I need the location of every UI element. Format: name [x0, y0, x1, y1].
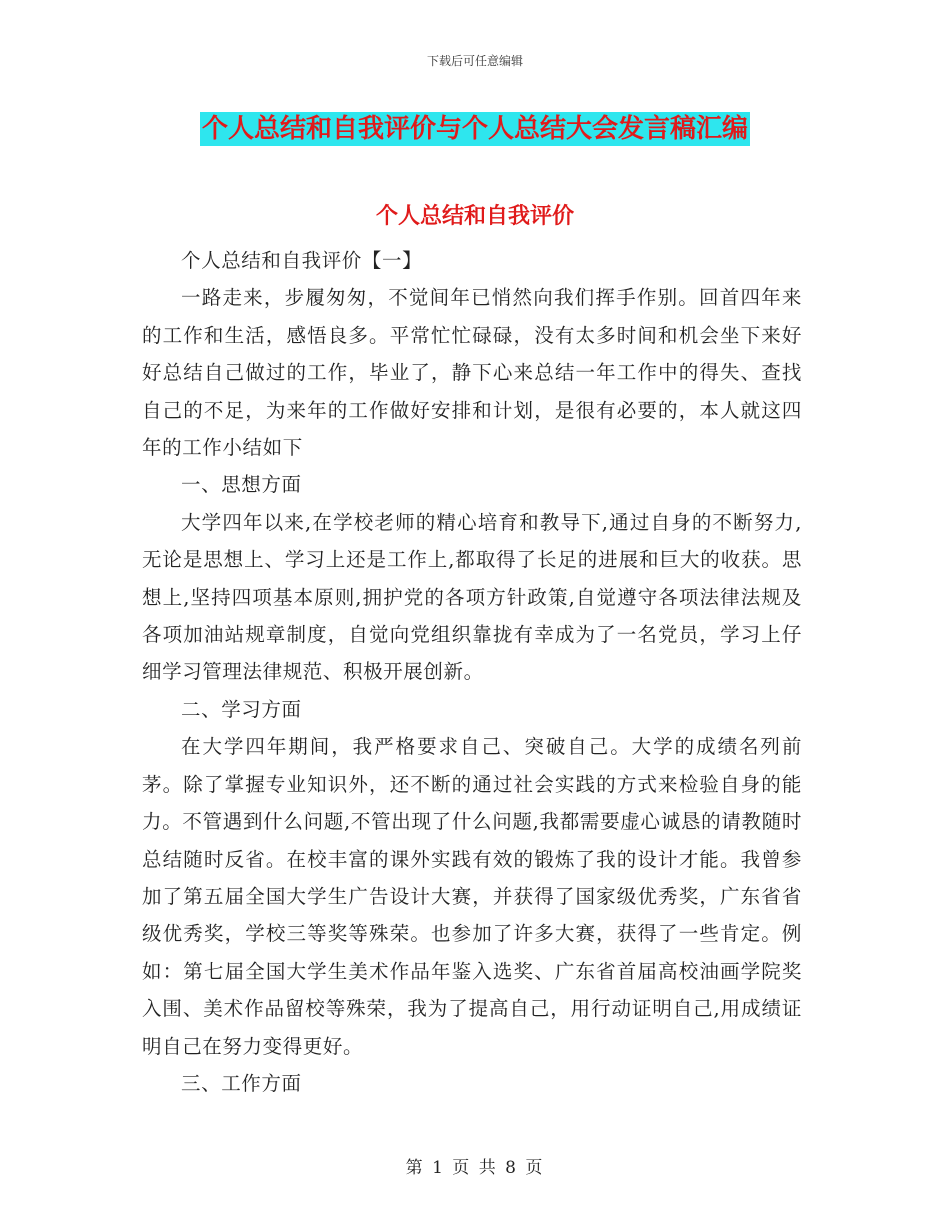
paragraph-heading-study: 二、学习方面: [181, 697, 302, 721]
document-body: [142, 242, 802, 1102]
paragraph-subheading: 个人总结和自我评价【一】: [181, 249, 423, 272]
page-footer: 第 1 页 共 8 页: [405, 1158, 545, 1178]
paragraph-study: 在大学四年期间，我严格要求自己、突破自己。大学的成绩名列前茅。除了掌握专业知识外，还不断的通过社会实践的方式来检验自身的能力。不管遇到什么问题,不管出现了什么问题,我都需要虚心诚恳的请教随时总结随时反省。在校丰富的课外实践有效的锻炼了我的设计才能。我曾参加了第五届全国大学生广告设计大赛，并获得了国家级优秀奖，广东省省级优秀奖，学校三等奖等殊荣。也参加了许多大赛，获得了一些肯定。例如：第七届全国大学生美术作品年鉴入选奖、广东省首届高校油画学院奖入围、美术作品留校等殊荣，我为了提高自己，用行动证明自己,用成绩证明自己在努力变得更好。: [142, 735, 802, 1058]
document-title-text: 个人总结和自我评价与个人总结大会发言稿汇编: [201, 114, 748, 144]
paragraph-heading-work: 三、工作方面: [181, 1071, 302, 1095]
document-title: [0, 112, 950, 146]
paragraph-intro: 一路走来，步履匆匆，不觉间年已悄然向我们挥手作别。回首四年来的工作和生活，感悟良多。平常忙忙碌碌，没有太多时间和机会坐下来好好总结自己做过的工作，毕业了，静下心来总结一年工作中的得失、查找自己的不足，为来年的工作做好安排和计划，是很有必要的，本人就这四年的工作小结如下: [142, 286, 802, 460]
paragraph-heading-thought: 一、思想方面: [181, 473, 302, 497]
paragraph-thought: 大学四年以来,在学校老师的精心培育和教导下,通过自身的不断努力,无论是思想上、学习上还是工作上,都取得了长足的进展和巨大的收获。思想上,坚持四项基本原则,拥护党的各项方针政策,自觉遵守各项法律法规及各项加油站规章制度，自觉向党组织靠拢有幸成为了一名党员，学习上仔细学习管理法律规范、积极开展创新。: [142, 510, 802, 684]
header-note: 下载后可任意编辑: [426, 54, 523, 68]
section-title: 个人总结和自我评价: [375, 204, 574, 229]
